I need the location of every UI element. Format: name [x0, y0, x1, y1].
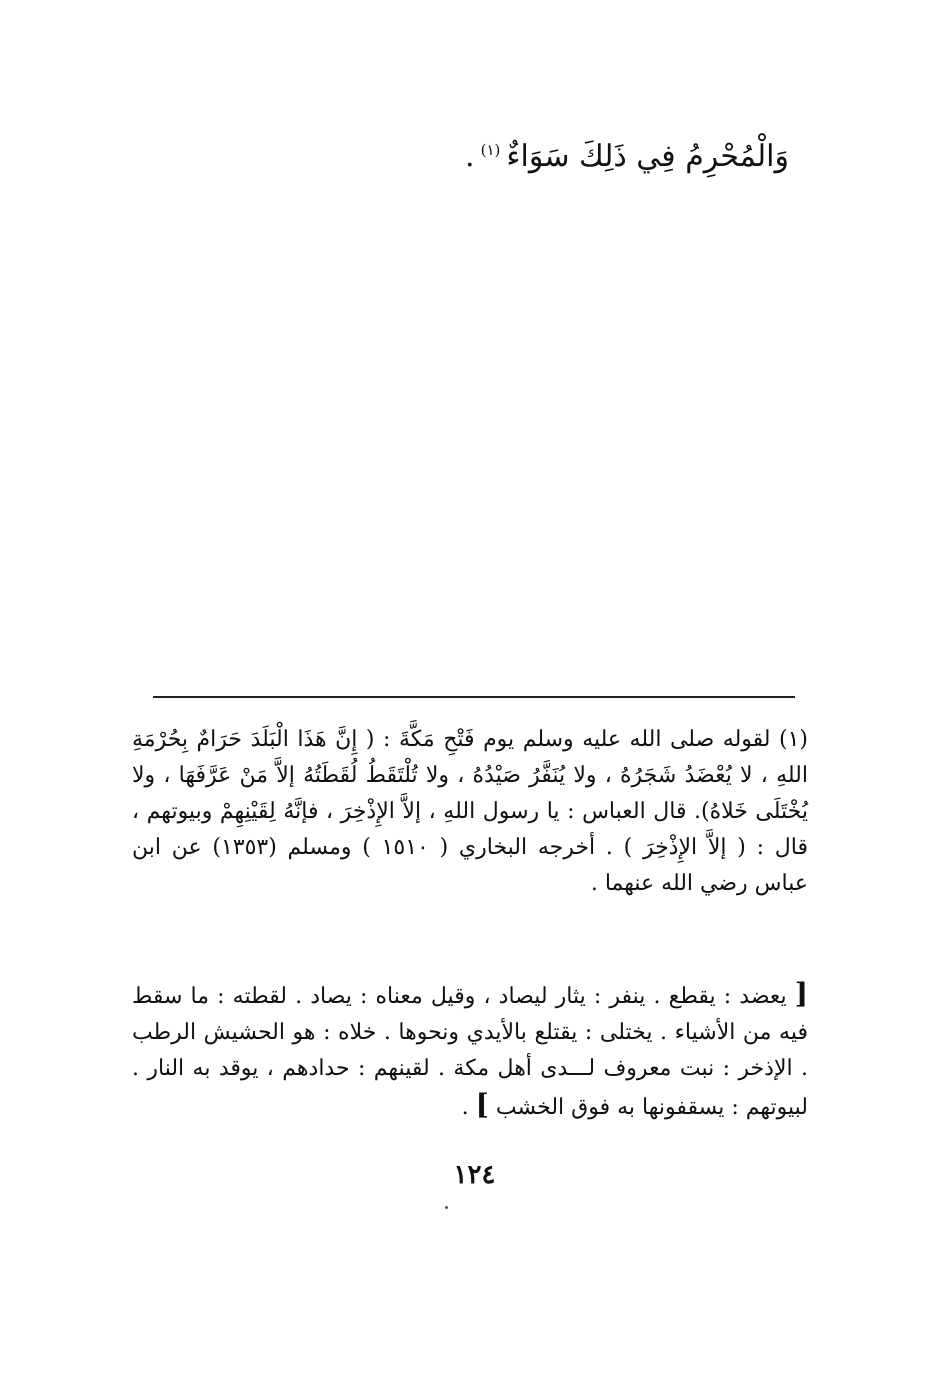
main-text-line — [149, 128, 789, 179]
glossary-note — [132, 976, 808, 1126]
main-text: وَالْمُحْرِمُ فِي ذَلِكَ سَوَاءٌ — [506, 139, 789, 174]
page-number: ١٢٤ — [453, 1160, 496, 1190]
open-bracket: [ — [794, 977, 808, 1010]
footnote-separator — [153, 696, 795, 698]
glossary-period: . — [461, 1095, 469, 1120]
footnote — [132, 722, 808, 902]
footnote-reference: (١) — [480, 141, 501, 159]
page-dot — [445, 1206, 448, 1209]
footnote-text: (١) لقوله صلى الله عليه وسلم يوم فَتْحِ مَكَّةَ : ( إِنَّ هَذَا الْبَلَدَ حَرَامٌ بِحُرْمَةِ اللهِ ، لا يُعْضَدُ شَجَرُهُ ، ولا يُنَفَّرُ صَيْدُهُ ، ولا تُلْتَقَطُ لُقَطَتُهُ إلاَّ مَنْ عَرَّفَهَا ، ولا يُخْتَلَى خَلاهُ). قال العباس : يا رسول اللهِ ، إلاَّ الإِذْخِرَ ، فإنَّهُ لِقَيْنِهِمْ وبيوتهم ، قال : ( إلاَّ الإِذْخِرَ ) . أخرجه البخاري ( ١٥١٠ ) ومسلم (١٣٥٣) عن ابن عباس رضي الله عنهما . — [132, 727, 808, 896]
main-text-period: . — [465, 139, 475, 174]
close-bracket: ] — [475, 1088, 489, 1121]
glossary-text: يعضد : يقطع . ينفر : يثار ليصاد ، وقيل معناه : يصاد . لقطته : ما سقط فيه من الأشياء . يختلى : يقتلع بالأيدي ونحوها . خلاه : هو الحشيش الرطب . الإذخر : نبت معروف لـــدى أهل مكة . لقينهم : حدادهم ، يوقد به النار . لبيوتهم : يسقفونها به فوق الخشب — [132, 984, 808, 1120]
